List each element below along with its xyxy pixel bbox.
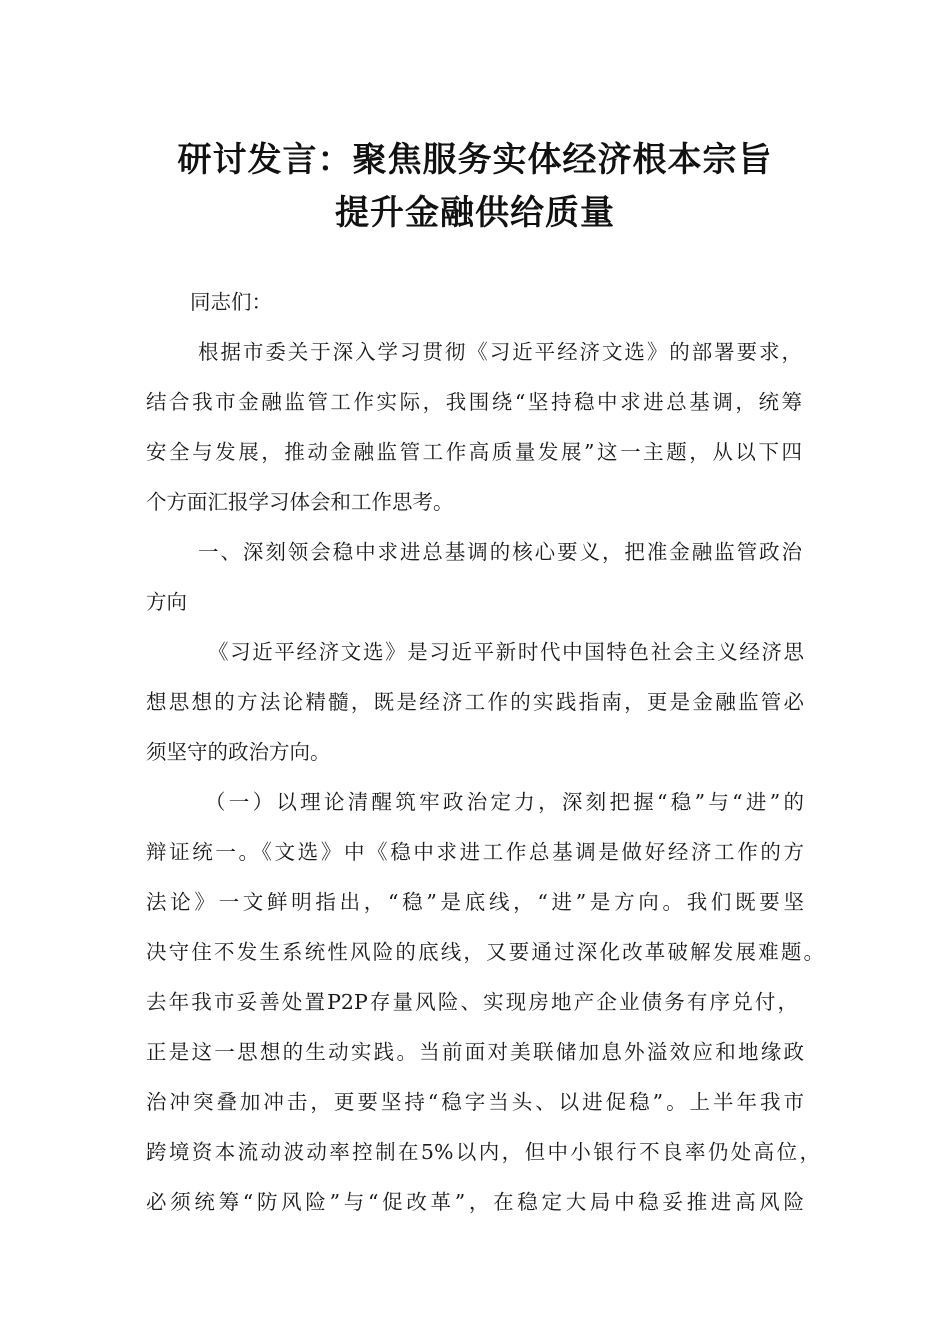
paragraph-line: 个方面汇报学习体会和工作思考。 — [146, 490, 454, 514]
paragraph-line: 辩证统一。《文选》中《稳中求进工作总基调是做好经济工作的方 — [146, 840, 804, 864]
paragraph-line: 必须统筹“防风险”与“促改革”，在稳定大局中稳妥推进高风险 — [146, 1190, 804, 1214]
document-title-line-1: 研讨发言：聚焦服务实体经济根本宗旨 — [177, 140, 773, 180]
section-heading-line: 方向 — [146, 590, 187, 614]
paragraph-line: 跨境资本流动波动率控制在5%以内，但中小银行不良率仍处高位， — [146, 1140, 820, 1164]
paragraph-line: 安全与发展，推动金融监管工作高质量发展”这一主题，从以下四 — [146, 440, 802, 464]
subsection-line: （一）以理论清醒筑牢政治定力，深刻把握“稳”与“进”的 — [205, 790, 804, 814]
document-title-line-2: 提升金融供给质量 — [335, 193, 615, 233]
paragraph-line: 根据市委关于深入学习贯彻《习近平经济文选》的部署要求， — [198, 340, 802, 364]
paragraph-line: 法论》一文鲜明指出，“稳”是底线，“进”是方向。我们既要坚 — [146, 890, 804, 914]
paragraph-line: 决守住不发生系统性风险的底线，又要通过深化改革破解发展难题。 — [146, 940, 824, 964]
paragraph-line: 治冲突叠加冲击，更要坚持“稳字当头、以进促稳”。上半年我市 — [146, 1090, 804, 1114]
paragraph-line: 结合我市金融监管工作实际，我围绕“坚持稳中求进总基调，统筹 — [146, 390, 802, 414]
paragraph-line: 须坚守的政治方向。 — [146, 740, 331, 764]
paragraph-line: 去年我市妥善处置P2P存量风险、实现房地产企业债务有序兑付， — [146, 990, 798, 1014]
paragraph-line: 想思想的方法论精髓，既是经济工作的实践指南，更是金融监管必 — [146, 690, 804, 714]
paragraph-line: 正是这一思想的生动实践。当前面对美联储加息外溢效应和地缘政 — [146, 1040, 804, 1064]
paragraph-line: 《习近平经济文选》是习近平新时代中国特色社会主义经济思 — [208, 640, 804, 664]
section-heading-line: 一、深刻领会稳中求进总基调的核心要义，把准金融监管政治 — [198, 540, 802, 564]
salutation: 同志们： — [190, 290, 272, 314]
